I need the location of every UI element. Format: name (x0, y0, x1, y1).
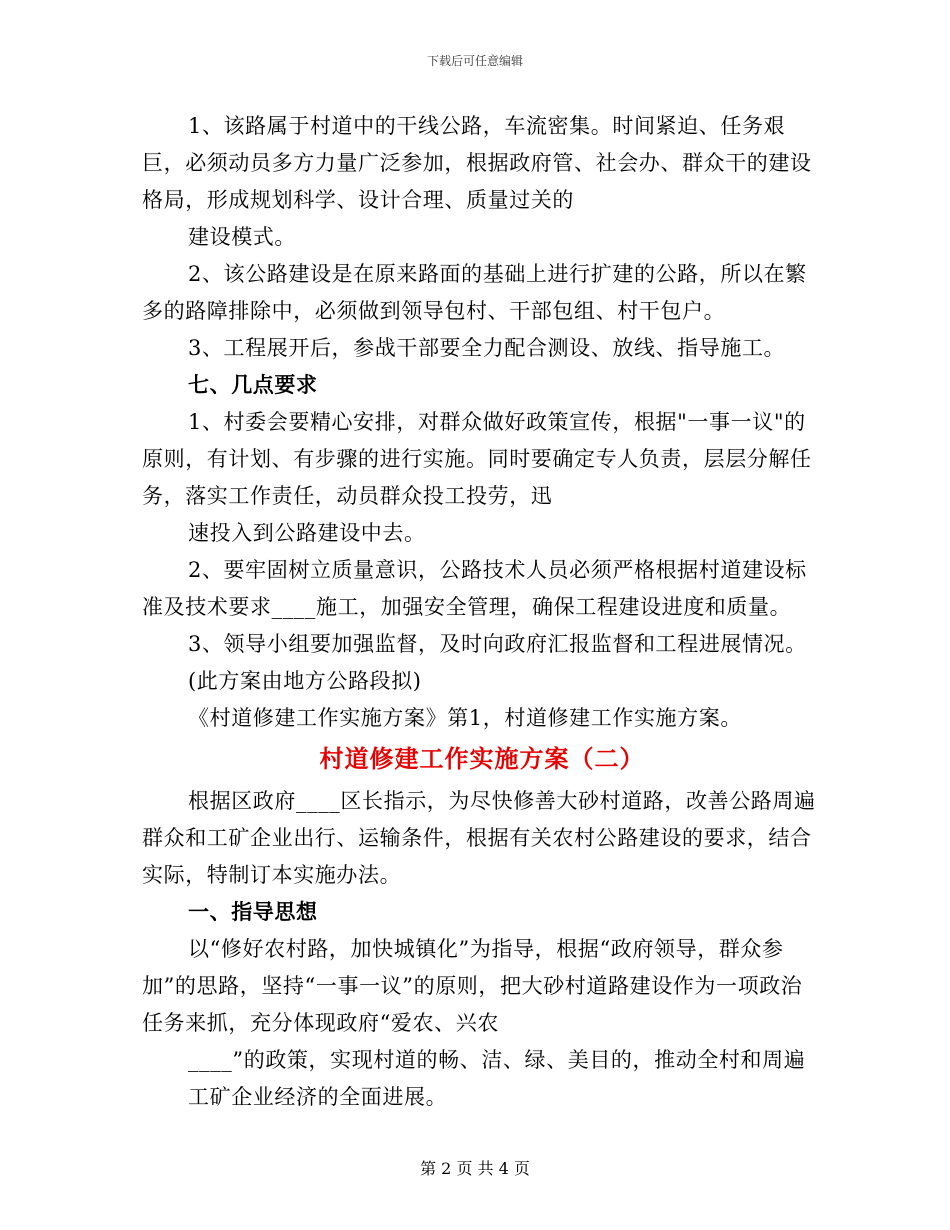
paragraph-requirement-1-continued: 速投入到公路建设中去。 (188, 521, 426, 545)
document-title: 村道修建工作实施方案（二） (319, 745, 645, 773)
page-header: 下载后可任意编辑 (426, 54, 523, 68)
paragraph-requirement-3: 3、领导小组要加强监督，及时向政府汇报监督和工程进展情况。 (188, 632, 807, 656)
paragraph-requirement-2: 2、要牢固树立质量意识，公路技术人员必须严格根据村道建设标准及技术要求____施工，加强安全管理，确保工程建设进度和质量。 (142, 558, 807, 619)
paragraph-requirement-1: 1、村委会要精心安排，对群众做好政策宣传，根据"一事一议"的原则，有计划、有步骤的进行实施。同时要确定专人负责，层层分解任务，落实工作责任，动员群众投工投劳，迅 (142, 410, 812, 508)
document-body (142, 108, 822, 1116)
paragraph-item-2: 2、该公路建设是在原来路面的基础上进行扩建的公路，所以在繁多的路障排除中，必须做到领导包村、干部包组、村干包户。 (142, 262, 807, 323)
paragraph-item-3: 3、工程展开后，参战干部要全力配合测设、放线、指导施工。 (188, 336, 786, 360)
paragraph-item-1: 1、该路属于村道中的干线公路，车流密集。时间紧迫、任务艰巨，必须动员多方力量广泛参加，根据政府管、社会办、群众干的建设格局，形成规划科学、设计合理、质量过关的 (142, 114, 812, 212)
paragraph-guiding-idea-continued: ____”的政策，实现村道的畅、洁、绿、美目的，推动全村和周遍工矿企业经济的全面进展。 (188, 1048, 806, 1109)
paragraph-author-note: (此方案由地方公路段拟) (188, 669, 422, 693)
paragraph-item-1-continued: 建设模式。 (188, 225, 296, 249)
section-heading-requirements: 七、几点要求 (188, 373, 318, 397)
page-footer: 第 2 页 共 4 页 (420, 1159, 530, 1178)
paragraph-document-reference: 《村道修建工作实施方案》第1，村道修建工作实施方案。 (188, 706, 742, 730)
section-heading-guiding-idea: 一、指导思想 (188, 900, 318, 924)
paragraph-guiding-idea: 以“修好农村路，加快城镇化”为指导，根据“政府领导，群众参加”的思路，坚持“一事一议”的原则，把大砂村道路建设作为一项政治任务来抓，充分体现政府“爱农、兴农 (142, 937, 803, 1035)
paragraph-intro: 根据区政府____区长指示，为尽快修善大砂村道路，改善公路周遍群众和工矿企业出行、运输条件，根据有关农村公路建设的要求，结合实际，特制订本实施办法。 (142, 789, 816, 887)
